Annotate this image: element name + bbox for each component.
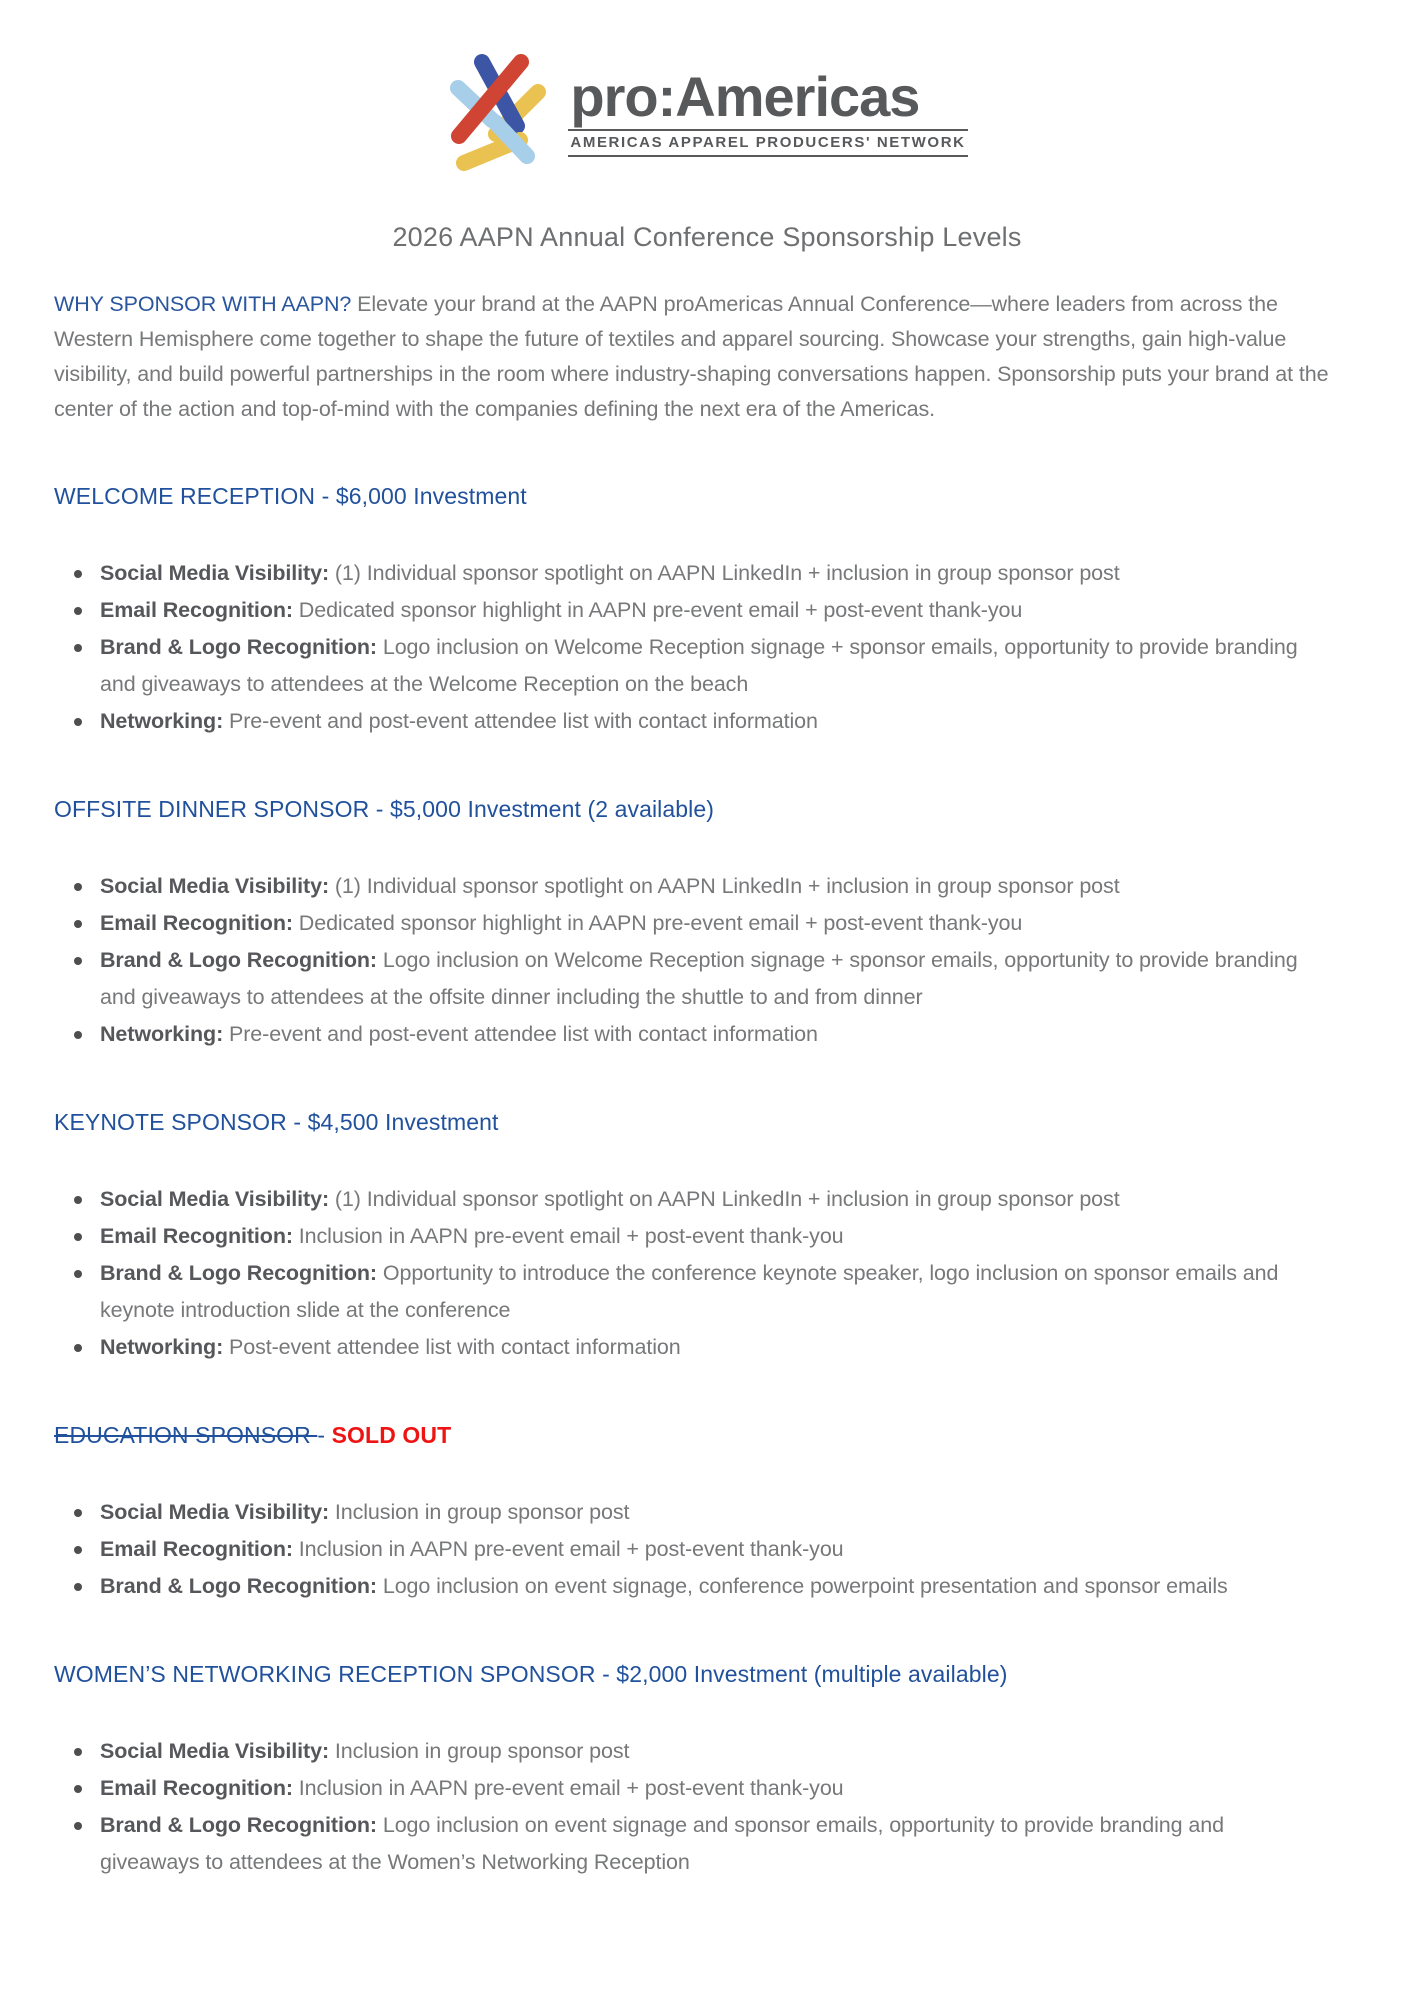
benefit-item: [74, 942, 1314, 1016]
benefit-item: [74, 1770, 1314, 1807]
benefit-text: Pre-event and post-event attendee list with contact information: [223, 1022, 818, 1046]
section-heading: WOMEN’S NETWORKING RECEPTION SPONSOR - $2,000 Investment (multiple available): [54, 1661, 1008, 1687]
benefit-text: Dedicated sponsor highlight in AAPN pre-event email + post-event thank-you: [292, 598, 1023, 622]
benefit-item: [74, 1494, 1314, 1531]
sponsor-section: [54, 1107, 1360, 1366]
benefit-label: Brand & Logo Recognition:: [100, 1261, 377, 1285]
benefit-item: [74, 1218, 1314, 1255]
benefit-item: [74, 1016, 1314, 1053]
benefit-text: Inclusion in AAPN pre-event email + post-event thank-you: [292, 1224, 844, 1248]
benefit-text: Opportunity to introduce the conference keynote speaker, logo inclusion on sponsor emails and keynote introduction slide at the conference: [100, 1261, 1279, 1322]
benefit-label: Networking:: [100, 709, 224, 733]
benefit-label: Brand & Logo Recognition:: [100, 1813, 377, 1837]
benefit-text: Logo inclusion on event signage and sponsor emails, opportunity to provide branding and giveaways to attendees at the Women’s Networking Reception: [100, 1813, 1224, 1874]
benefit-item: [74, 1807, 1314, 1881]
benefit-text: Logo inclusion on Welcome Reception signage + sponsor emails, opportunity to provide branding and giveaways to attendees at the Welcome Reception on the beach: [100, 635, 1298, 696]
benefit-item: [74, 1568, 1314, 1605]
intro-body: Elevate your brand at the AAPN proAmericas Annual Conference—where leaders from across the Western Hemisphere come together to shape the future of textiles and apparel sourcing. Showcase your strengths, gain high-value visibility, and build powerful partnerships in the room where industry-shaping conversations happen. Sponsorship puts your brand at the center of the action and top-of-mind with the companies defining the next era of the Americas.: [54, 292, 1329, 421]
logo-text: [568, 65, 967, 157]
benefit-text: (1) Individual sponsor spotlight on AAPN LinkedIn + inclusion in group sponsor post: [329, 874, 1120, 898]
section-heading: KEYNOTE SPONSOR - $4,500 Investment: [54, 1109, 499, 1135]
benefit-label: Email Recognition:: [100, 911, 293, 935]
intro-paragraph: [54, 287, 1360, 427]
benefit-label: Brand & Logo Recognition:: [100, 1574, 377, 1598]
benefit-item: [74, 868, 1314, 905]
benefit-item: [74, 703, 1314, 740]
benefit-text: Logo inclusion on Welcome Reception signage + sponsor emails, opportunity to provide branding and giveaways to attendees at the offsite dinner including the shuttle to and from dinner: [100, 948, 1298, 1009]
benefit-label: Social Media Visibility:: [100, 1500, 329, 1524]
benefit-label: Social Media Visibility:: [100, 1187, 329, 1211]
logo-tagline: AMERICAS APPAREL PRODUCERS' NETWORK: [568, 129, 967, 157]
benefit-item: [74, 592, 1314, 629]
section-heading: [54, 1420, 1360, 1450]
logo-brand: pro:Americas: [570, 65, 920, 128]
benefit-label: Email Recognition:: [100, 1224, 293, 1248]
benefit-item: [74, 1181, 1314, 1218]
sponsor-section: [54, 481, 1360, 740]
section-heading: WELCOME RECEPTION - $6,000 Investment: [54, 483, 527, 509]
page-title: 2026 AAPN Annual Conference Sponsorship Levels: [392, 222, 1022, 252]
benefit-label: Social Media Visibility:: [100, 1739, 329, 1763]
logo: [54, 38, 1360, 188]
benefit-label: Networking:: [100, 1335, 224, 1359]
benefit-label: Email Recognition:: [100, 1776, 293, 1800]
benefits-list: [74, 1181, 1360, 1366]
heading-separator: -: [317, 1422, 332, 1448]
sponsorship-sections: [54, 481, 1360, 1881]
benefit-text: Inclusion in group sponsor post: [329, 1739, 630, 1763]
benefit-text: Inclusion in AAPN pre-event email + post-event thank-you: [292, 1537, 844, 1561]
benefit-item: [74, 1255, 1314, 1329]
benefit-item: [74, 555, 1314, 592]
benefit-item: [74, 1733, 1314, 1770]
benefit-text: (1) Individual sponsor spotlight on AAPN LinkedIn + inclusion in group sponsor post: [329, 1187, 1120, 1211]
benefit-item: [74, 629, 1314, 703]
benefit-text: Logo inclusion on event signage, conference powerpoint presentation and sponsor emails: [376, 1574, 1228, 1598]
benefit-text: Dedicated sponsor highlight in AAPN pre-event email + post-event thank-you: [292, 911, 1023, 935]
sponsor-section: [54, 794, 1360, 1053]
benefit-text: (1) Individual sponsor spotlight on AAPN LinkedIn + inclusion in group sponsor post: [329, 561, 1120, 585]
benefit-label: Email Recognition:: [100, 598, 293, 622]
benefits-list: [74, 1733, 1360, 1881]
struck-section-title: EDUCATION SPONSOR: [54, 1422, 318, 1448]
benefits-list: [74, 1494, 1360, 1605]
benefit-label: Brand & Logo Recognition:: [100, 635, 377, 659]
benefit-label: Networking:: [100, 1022, 224, 1046]
section-heading: OFFSITE DINNER SPONSOR - $5,000 Investment (2 available): [54, 796, 715, 822]
intro-lead: WHY SPONSOR WITH AAPN?: [54, 292, 352, 316]
benefits-list: [74, 868, 1360, 1053]
benefits-list: [74, 555, 1360, 740]
benefit-label: Social Media Visibility:: [100, 874, 329, 898]
benefit-item: [74, 905, 1314, 942]
benefit-text: Inclusion in group sponsor post: [329, 1500, 630, 1524]
benefit-item: [74, 1329, 1314, 1366]
benefit-label: Brand & Logo Recognition:: [100, 948, 377, 972]
sponsor-section: [54, 1420, 1360, 1605]
sold-out-badge: SOLD OUT: [331, 1422, 452, 1448]
sponsor-section: [54, 1659, 1360, 1881]
benefit-text: Pre-event and post-event attendee list with contact information: [223, 709, 818, 733]
benefit-item: [74, 1531, 1314, 1568]
benefit-label: Social Media Visibility:: [100, 561, 329, 585]
benefit-text: Post-event attendee list with contact information: [223, 1335, 681, 1359]
benefit-label: Email Recognition:: [100, 1537, 293, 1561]
benefit-text: Inclusion in AAPN pre-event email + post-event thank-you: [292, 1776, 844, 1800]
logo-mark-icon: [446, 52, 558, 174]
